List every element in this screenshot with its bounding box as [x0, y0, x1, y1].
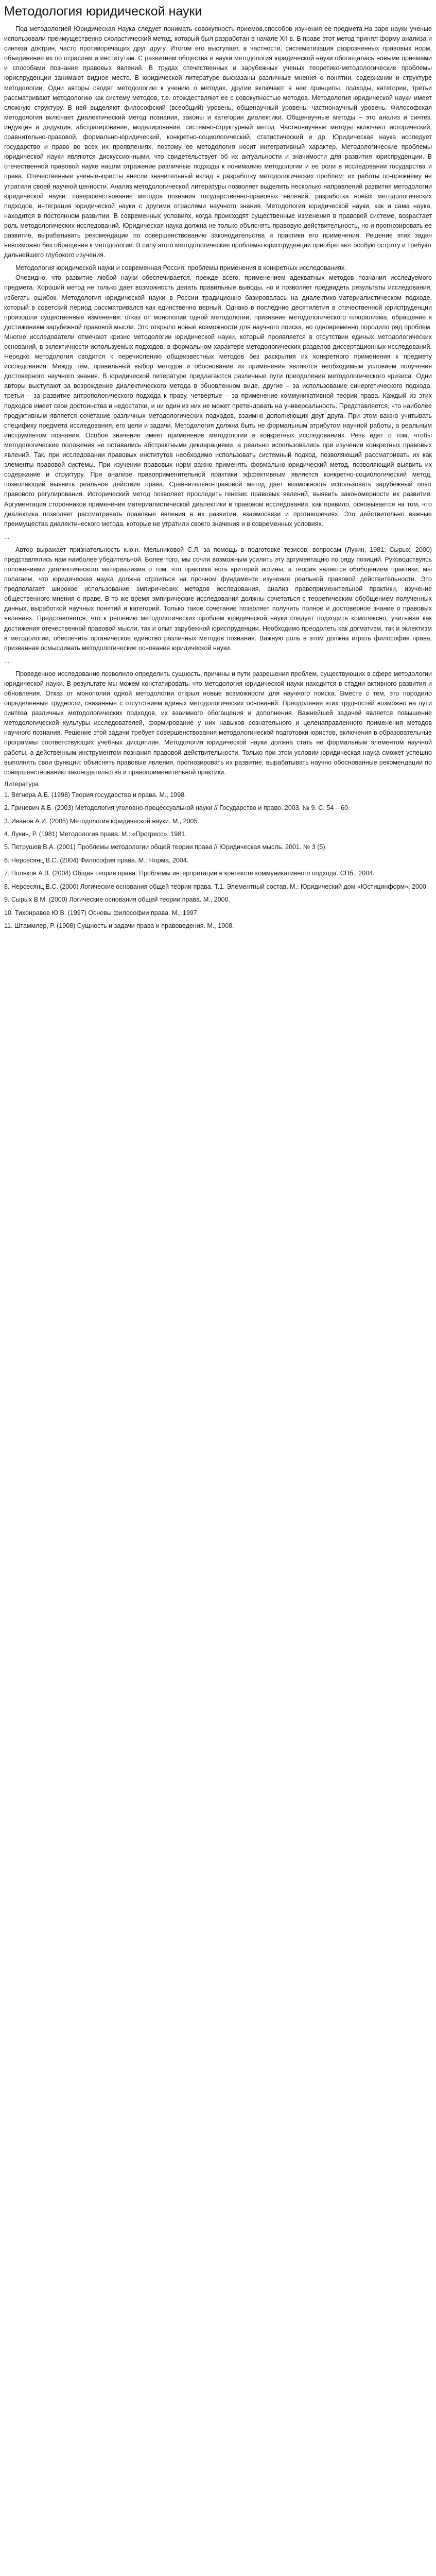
- page-title: Методология юридической науки: [4, 4, 202, 19]
- reference-item: 4. Лукин, Р. (1981) Методология права. М.: «Прогресс», 1981.: [4, 831, 187, 838]
- section-paragraph-2: Автор выражает признательность к.ю.н. Мельниковой С.Л. за помощь в подготовке тезисов, вопросам (Лукин, 1981; Сырых, 2000) представлялись нам наиболее убедительной. Более того, мы сочли возможным усилить эту аргументацию по ряду позиций. Руководствуясь положениями диалектического материализма о том, что практика есть критерий истины, а теория является обобщением практики, мы полагаем, что юридическая наука должна строиться на прочном фундаменте изучения реальной правовой действительности. Это предполагает широкое использование эмпирических методов исследования, анализ правоприменительной практики, изучение общественного мнения о праве. В то же время эмпирические исследования должны сочетаться с теоретическим обобщением полученных данных, выработкой научных понятий и категорий. Только такое сочетание позволяет получить полное и достоверное знание о правовых явлениях. Представляется, что к решению методологических проблем юридической науки следует подходить комплексно, учитывая как достижения отечественной правовой мысли, так и опыт зарубежной юриспруденции. Необходимо преодолеть как догматизм, так и эклектизм в методологии, обеспечить органическое единство различных методов познания. Важную роль в этом должна играть философия права, призванная осмысливать методологические основания юридической науки.: [4, 546, 432, 652]
- article: [0, 0, 436, 931]
- conclusion-paragraph: Проведенное исследование позволило определить сущность, причины и пути разрешения проблем, существующих в сфере методологии юридической науки. В результате мы можем констатировать, что методология юридической науки находится в стадии активного развития и обновления. Отказ от монополии одной методологии открыл новые возможности для научного поиска. Вместе с тем, это породило определенные трудности, связанные с отсутствием единых методологических оснований. Преодоление этих трудностей возможно на пути синтеза различных методологических подходов, их взаимного обогащения и дополнения. Важнейшей задачей является повышение методологической культуры исследователей, формирование у них навыков сознательного и целенаправленного применения методов научного познания. Решение этой задачи требует совершенствования методологической подготовки юристов, включения в образовательные программы соответствующих учебных дисциплин. Методология юридической науки должна стать не формальным элементом научной работы, а действенным инструментом познания правовой действительности. Только при этом условии юридическая наука сможет успешно выполнять свои функции: объяснять правовые явления, прогнозировать их развитие, вырабатывать научно обоснованные рекомендации по совершенствованию законодательства и правоприменительной практики.: [4, 670, 432, 776]
- reference-item: 6. Нерсесянц В.С. (2004) Философия права. М.: Норма, 2004.: [4, 856, 189, 864]
- separator: ...: [4, 657, 10, 665]
- reference-item: 2. Гриневич А.Б. (2003) Методология уголовно-процессуальной науки // Государство и право. 2003. № 9. С. 54 – 60.: [4, 804, 350, 812]
- reference-item: 7. Поляков А.В. (2004) Общая теория права: Проблемы интерпретации в контексте коммуникативного подхода. СПб., 2004.: [4, 870, 375, 877]
- reference-item: 8. Нерсесянц В.С. (2000) Логические основания общей теории права. Т.1. Элементный состав. М.: Юридический дом «Юстицинформ», 2000.: [4, 883, 428, 890]
- separator: ...: [4, 533, 10, 540]
- reference-list: [4, 790, 432, 931]
- reference-item: 9. Сырых В.М. (2000) Логические основания общей теории права. М., 2000.: [4, 896, 230, 904]
- reference-item: 3. Иванов А.И. (2005) Методология юридической науки. М., 2005.: [4, 817, 199, 825]
- literature-heading: Литература: [4, 780, 39, 788]
- section-heading: Методология юридической науки и современная Россия: проблемы применения в конкретных исследованиях.: [15, 264, 346, 272]
- reference-item: 10. Тихонравов Ю.В. (1997) Основы философии права. М., 1997.: [4, 909, 199, 917]
- reference-item: 11. Штаммлер, Р. (1908) Сущность и задачи права и правоведения. М., 1908.: [4, 922, 234, 929]
- reference-item: 1. Вегнера А.Б. (1998) Теория государства и права. М., 1998.: [4, 791, 186, 799]
- reference-item: 5. Петрушев В.А. (2001) Проблемы методологии общей теории права // Юридическая мысль. 2001. № 3 (5).: [4, 843, 327, 851]
- section-paragraph: Очевидно, что развитие любой науки обеспечивается, прежде всего, применением адекватных методов познания исследуемого предмета. Хороший метод не только дает возможность делать правильные выводы, но и позволяет предвидеть результаты исследования, избегать ошибок. Методология юридической науки в России традиционно базировалась на диалектико-материалистическом подходе, который в советский период рассматривался как единственно верный. Однако в последние десятилетия в отечественной юриспруденции произошли существенные изменения: отказ от монополии одной методологии, признание методологического плюрализма, обращение к достижениям зарубежной правовой мысли. Это открыло новые возможности для научного поиска, но одновременно породило ряд проблем. Многие исследователи отмечают кризис методологии юридической науки, который проявляется в отсутствии единых методологических оснований, в эклектичности используемых подходов, в формальном характере методологических разделов диссертационных исследований. Нередко методология сводится к перечислению общеизвестных методов без раскрытия их конкретного применения к предмету исследования. Между тем, правильный выбор методов и обоснование их применения являются необходимым условием получения достоверного научного знания. В юридической литературе предлагаются различные пути преодоления методологического кризиса. Одни авторы выступают за возрождение диалектического метода в обновленном виде, другие – за использование синергетического подхода, третьи – за развитие антропологического подхода к праву, четвертые – за применение коммуникативной теории права. Каждый из этих подходов имеет свои достоинства и недостатки, и ни один из них не может претендовать на универсальность. Представляется, что наиболее продуктивным является сочетание различных методологических подходов, взаимно дополняющих друг друга. При этом важно учитывать специфику предмета исследования, его цели и задачи. Методология должна быть не формальным атрибутом научной работы, а реальным инструментом познания. Особое значение имеет применение методологии в конкретных исследованиях. Речь идет о том, чтобы методологические положения не оставались абстрактными декларациями, а реально использовались при изучении конкретных правовых явлений. Так, при исследовании правовых институтов необходимо использовать системный подход, позволяющий рассматривать их как элементы правовой системы. При изучении правовых норм важно применять формально-юридический метод, позволяющий выявить их содержание и структуру. При анализе правоприменительной практики эффективным является конкретно-социологический метод, позволяющий выявить реальное действие права. Сравнительно-правовой метод дает возможность использовать зарубежный опыт правового регулирования. Исторический метод позволяет проследить генезис правовых явлений, выявить закономерности их развития. Аргументация сторонников применения материалистической диалектики в правовом исследовании, как правило, основывается на том, что диалектика позволяет рассматривать правовые явления в их развитии, взаимосвязи и противоречиях. Это действительно важные преимущества диалектического метода, которые не утратили своего значения и в современных условиях.: [4, 274, 432, 528]
- intro-paragraph: Под методологией Юридическая Наука следует понимать совокупность приемов,способов изучения ее предмета.На заре науки ученые использовали преимущественно схоластический метод, который был разработан в начале XII в. В праве этот метод принял форму анализа и синтеза доктрин, часто противоречащих друг другу. Итогом его выступает, в частности, систематизация разрозненных правовых норм, объединение их по отраслям и институтам. С развитием общества и науки методология юридической науки обогащалась новыми приемами и способами познания правовых явлений. В трудах отечественных и зарубежных ученых теоретико-методологические проблемы юриспруденции занимают видное место. В юридической литературе высказаны различные мнения о понятии, содержании и структуре методологии. Одни авторы сводят методологию к учению о методах, другие включают в нее принципы, подходы, категории, третьи рассматривают методологию как систему методов, т.е. отождествляют ее с совокупностью методов. Методология юридической науки имеет сложную структуру. В ней выделяют философский (всеобщий) уровень, общенаучный уровень, частнонаучный уровень. Философская методология включает диалектический метод познания, законы и категории диалектики. Общенаучные методы – это анализ и синтез, индукция и дедукция, абстрагирование, моделирование, системно-структурный метод. Частнонаучные методы включают исторический, сравнительно-правовой, формально-юридический, конкретно-социологический, статистический и др. Юридическая наука исследует государство и право во всех их проявлениях, поэтому ее методология носит интегративный характер. Методологические проблемы юридической науки являются дискуссионными, что свидетельствует об их актуальности и значимости для развития юриспруденции. В отечественной правовой науке нашли отражение различные подходы к пониманию методологии и ее роли в исследовании государства и права. Отечественные ученые-юристы внесли значительный вклад в разработку методологических проблем: их работы по-прежнему не утратили своей научной ценности. Анализ методологической литературы позволяет выделить несколько направлений развития методологии юридической науки: совершенствование методов познания государственно-правовых явлений, разработка новых методологических подходов, интеграция юридической науки с другими отраслями научного знания. Методология юридической науки, как и сама наука, находится в постоянном развитии. В современных условиях, когда происходят существенные изменения в правовой системе, возрастает роль методологических исследований. Юридическая наука должна не только объяснять правовую действительность, но и прогнозировать ее развитие, вырабатывать рекомендации по совершенствованию законодательства и практики его применения. Решение этих задач невозможно без обращения к методологии. В силу этого методологические проблемы юриспруденции приобретают особую остроту и требуют дальнейшего глубокого изучения.: [4, 25, 432, 259]
